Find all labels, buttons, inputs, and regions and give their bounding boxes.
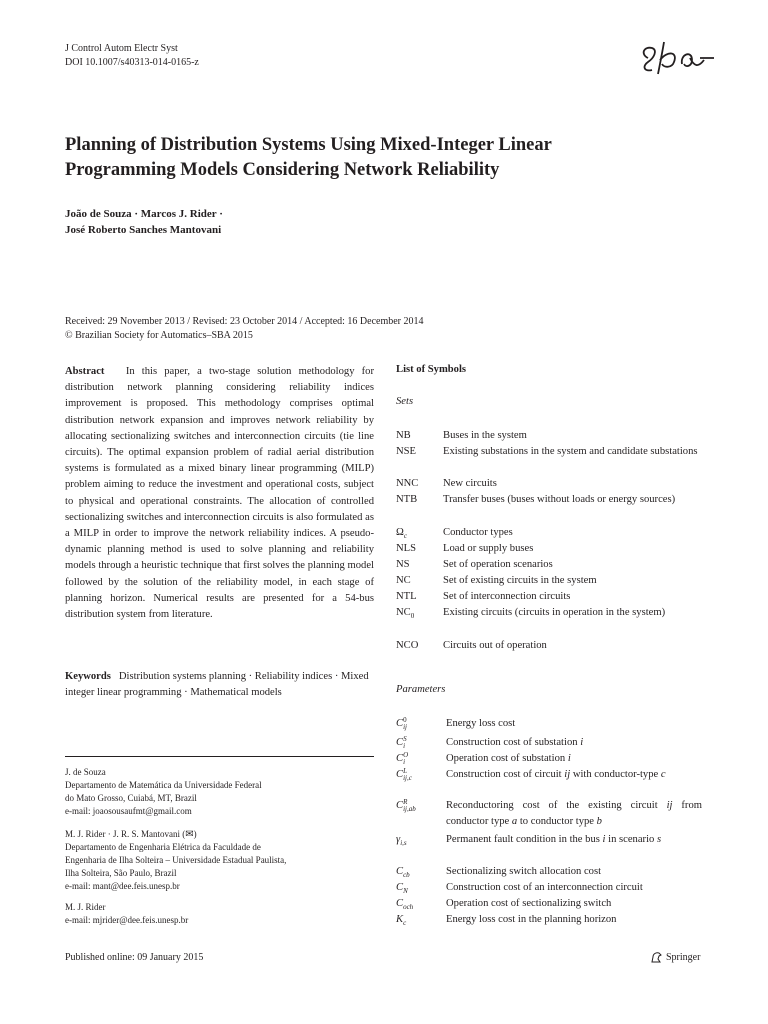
symbol-desc: Conductor types [443,527,513,538]
symbol: NLS [396,543,417,554]
symbol-row [396,476,702,492]
symbol-row [396,492,702,508]
symbol: CO i [396,750,409,766]
param-row [396,880,702,896]
doi: DOI 10.1007/s40313-014-0165-z [65,57,199,68]
param-row [396,832,702,848]
abstract-label: Abstract [65,366,105,377]
symbol-desc: Sectionalizing switch allocation cost [446,866,602,877]
aff-line: Departamento de Matemática da Universidade Federal [65,780,262,790]
footnote-rule [65,756,374,757]
symbol-row [396,557,702,573]
symbol-desc: Construction cost of circuit ij with conductor-type c [446,769,666,780]
symbol-desc: Reconductoring cost of the existing circuit ij from conductor type a to conductor type b [446,800,702,828]
symbol: NSE [396,446,417,457]
authors-line: José Roberto Sanches Mantovani [65,224,222,236]
symbol-desc: Buses in the system [443,430,527,441]
publisher-mark [650,951,700,964]
symbol-desc: Set of existing circuits in the system [443,575,597,586]
param-row [396,735,702,751]
symbol: CR ij,ab [396,797,416,813]
copyright: © Brazilian Society for Automatics–SBA 2015 [65,330,253,341]
symbol-row [396,573,702,589]
symbol-desc: Set of interconnection circuits [443,591,571,602]
keywords-text: Distribution systems planning · Reliability indices · Mixed integer linear programming · Mathematical models [65,671,369,699]
authors [65,206,223,238]
param-row [396,912,702,928]
affiliation-souza [65,766,374,818]
keywords [65,669,374,701]
dates-block [65,315,424,343]
aff-line: Ilha Solteira, São Paulo, Brazil [65,868,177,878]
param-row [396,716,702,732]
journal-name: J Control Autom Electr Syst [65,43,178,54]
sba-logo [634,36,716,80]
aff-line: Engenharia de Ilha Solteira – Universidade Estadual Paulista, [65,855,287,865]
symbol-desc: Load or supply buses [443,543,534,554]
symbol-desc: Permanent fault condition in the bus i in scenario s [446,834,662,845]
symbol-desc: Existing substations in the system and candidate substations [443,446,698,457]
affiliation-rider-mantovani [65,828,374,893]
published-online: Published online: 09 January 2015 [65,952,204,963]
symbols-heading: List of Symbols [396,364,467,375]
abstract-text: In this paper, a two-stage solution methodology for distribution network planning considering reliability indices improvement is proposed. This methodology comprises optimal distribution network expansion and improves network reliability by allocating sectionalizing switches and interconnection circuits (tie line circuits). The optimal expansion problem of radial aerial distribution systems is formulated as a mixed binary linear programming (MILP) problem aiming to reduce the investment and operational costs, subject to physical and operational constraints. The allocation of controlled sectionalizing switches and interconnection circuits is also formulated as a MILP in order to improve the network reliability indices. A pseudo-dynamic planning method is used to solve planning and reliability models through a heuristic technique that first solves the planning model followed by the solution of the reliability model, in each stage of planning horizon. Numerical results are presented for a 54-bus distribution system from literature. [65,366,374,621]
symbol: $C_N$ [396,882,408,896]
symbol: NTL [396,591,417,602]
symbol: $C_{cb}$ [396,866,410,880]
aff-line: J. de Souza [65,767,106,777]
symbol-desc: Construction cost of substation i [446,737,584,748]
authors-line: João de Souza · Marcos J. Rider · [65,208,223,220]
parameters-heading: Parameters [396,684,446,695]
symbol-row [396,638,702,654]
symbol-desc: Set of operation scenarios [443,559,553,570]
symbol-row [396,541,702,557]
symbol-row [396,428,702,444]
envelope-icon: ✉ [185,829,194,840]
symbol-desc: Energy loss cost [446,718,516,729]
email[interactable]: e-mail: joaosousaufmt@gmail.com [65,806,192,816]
symbol-desc: Construction cost of an interconnection circuit [446,882,643,893]
symbol-row [396,525,702,541]
param-row [396,751,702,767]
symbol-desc: Circuits out of operation [443,640,547,651]
symbol: NNC [396,478,419,489]
symbol-desc: Operation cost of sectionalizing switch [446,898,612,909]
symbol-desc: Energy loss cost in the planning horizon [446,914,617,925]
param-row [396,767,702,783]
sets-heading: Sets [396,396,414,407]
symbol-row [396,444,702,460]
param-row [396,896,702,912]
symbol-desc: Existing circuits (circuits in operation in the system) [443,607,666,618]
aff-line: do Mato Grosso, Cuiabá, MT, Brazil [65,793,197,803]
symbol: CS i [396,734,407,750]
abstract [65,364,374,623]
symbol-desc: Operation cost of substation i [446,753,571,764]
affiliation-rider [65,901,374,927]
param-row [396,798,702,830]
journal-header [65,42,199,70]
symbol-row [396,605,702,621]
aff-line: Departamento de Engenharia Elétrica da Faculdade de [65,842,261,852]
symbol: NTB [396,494,418,505]
publisher-name: Springer [666,952,701,963]
email[interactable]: e-mail: mant@dee.feis.unesp.br [65,881,180,891]
title-line: Planning of Distribution Systems Using Mixed-Integer Linear [65,135,552,155]
symbol: NB [396,430,411,441]
keywords-label: Keywords [65,671,111,682]
aff-names: M. J. Rider · J. R. S. Mantovani [65,829,181,839]
symbol-desc: Transfer buses (buses without loads or energy sources) [443,494,676,505]
paper-title [65,133,685,183]
symbol-row [396,589,702,605]
received-dates: Received: 29 November 2013 / Revised: 23 October 2014 / Accepted: 16 December 2014 [65,316,424,327]
symbol: $\gamma_{i,s}$ [396,834,407,848]
symbol: $\Omega_c$ [396,527,407,541]
title-line: Programming Models Considering Network Reliability [65,160,500,180]
symbol: C0 ij [396,715,407,731]
symbol: $K_c$ [396,914,407,928]
aff-line: M. J. Rider [65,902,106,912]
symbol: NS [396,559,410,570]
param-row [396,864,702,880]
symbol-desc: New circuits [443,478,497,489]
email[interactable]: e-mail: mjrider@dee.feis.unesp.br [65,915,189,925]
springer-horse-icon [650,951,663,964]
symbol: NC [396,575,411,586]
symbol: $C_{och}$ [396,898,414,912]
symbol: CL ij,c [396,766,412,782]
symbol: $NC_0$ [396,607,415,621]
symbol: NCO [396,640,419,651]
aff-line: M. J. Rider · J. R. S. Mantovani (✉) [65,829,197,840]
